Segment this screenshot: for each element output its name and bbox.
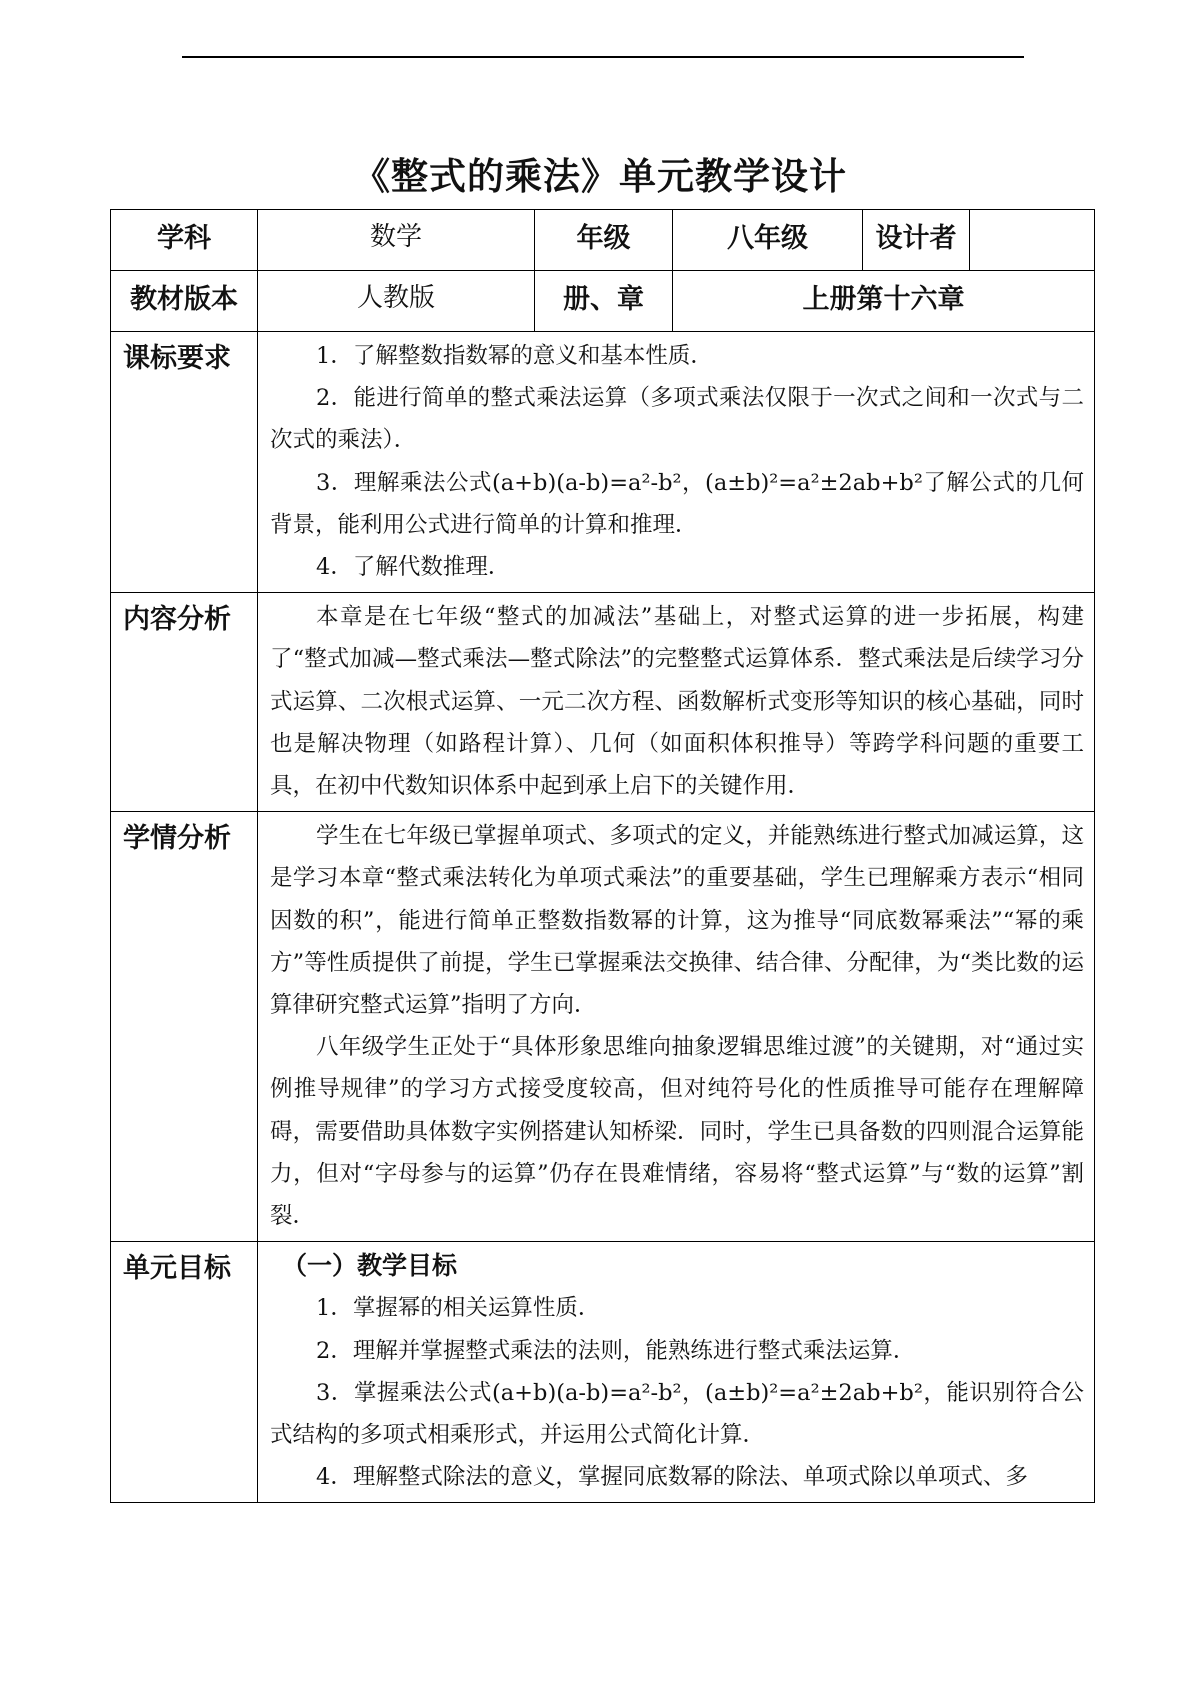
- curriculum-item: 1．了解整数指数幂的意义和基本性质．: [316, 343, 713, 369]
- document-title: 《整式的乘法》单元教学设计: [353, 155, 847, 198]
- designer-label: 设计者: [863, 210, 970, 271]
- edition-value: 人教版: [258, 271, 535, 332]
- student-analysis-label: 学情分析: [111, 812, 258, 1242]
- curriculum-item: 3．理解乘法公式(a+b)(a-b)=a²-b²，(a±b)²=a²±2ab+b²了解公式的几何背景，能利用公式进行简单的计算和推理．: [270, 469, 1084, 538]
- unit-goal-item: 1．掌握幂的相关运算性质．: [316, 1295, 601, 1322]
- lesson-design-table: [110, 209, 1095, 1503]
- content-analysis-row: [111, 593, 1095, 812]
- subject-value: 数学: [258, 210, 535, 271]
- grade-value: 八年级: [673, 210, 863, 271]
- header-rule: [182, 56, 1024, 58]
- curriculum-item: 2．能进行简单的整式乘法运算（多项式乘法仅限于一次式之间和一次式与二次式的乘法）．: [270, 385, 1084, 454]
- student-analysis-row: [111, 812, 1095, 1242]
- volume-value: 上册第十六章: [673, 271, 1095, 332]
- unit-goals-content: [258, 1242, 1095, 1503]
- designer-value: [970, 210, 1095, 271]
- content-analysis-label: 内容分析: [111, 593, 258, 812]
- curriculum-item: 4．了解代数推理．: [316, 554, 511, 581]
- unit-goals-subheading: （一）教学目标: [282, 1251, 458, 1281]
- content-analysis-content: [258, 593, 1095, 812]
- curriculum-row: [111, 332, 1095, 593]
- content-analysis-paragraph: 本章是在七年级“整式的加减法”基础上，对整式运算的进一步拓展，构建了“整式加减—整式乘法—整式除法”的完整整式运算体系．整式乘法是后续学习分式运算、二次根式运算、一元二次方程、函数解析式变形等知识的核心基础，同时也是解决物理（如路程计算）、几何（如面积体积推导）等跨学科问题的重要工具，在初中代数知识体系中起到承上启下的关键作用．: [270, 604, 1084, 800]
- subject-label: 学科: [111, 210, 258, 271]
- volume-label: 册、章: [535, 271, 673, 332]
- student-analysis-paragraph: 学生在七年级已掌握单项式、多项式的定义，并能熟练进行整式加减运算，这是学习本章“整式乘法转化为单项式乘法”的重要基础，学生已理解乘方表示“相同因数的积”，能进行简单正整数指数幂的计算，这为推导“同底数幂乘法”“幂的乘方”等性质提供了前提，学生已掌握乘法交换律、结合律、分配律，为“类比数的运算律研究整式运算”指明了方向．: [270, 823, 1084, 1019]
- info-row-2: [111, 271, 1095, 332]
- curriculum-label: 课标要求: [111, 332, 258, 593]
- grade-label: 年级: [535, 210, 673, 271]
- unit-goal-item: 3．掌握乘法公式(a+b)(a-b)=a²-b²，(a±b)²=a²±2ab+b²，能识别符合公式结构的多项式相乘形式，并运用公式简化计算．: [270, 1379, 1084, 1449]
- unit-goal-item: 4．理解整式除法的意义，掌握同底数幂的除法、单项式除以单项式、多: [316, 1464, 1028, 1491]
- unit-goal-item: 2．理解并掌握整式乘法的法则，能熟练进行整式乘法运算．: [316, 1337, 916, 1364]
- unit-goals-label: 单元目标: [111, 1242, 258, 1503]
- info-row-1: [111, 210, 1095, 271]
- edition-label: 教材版本: [111, 271, 258, 332]
- curriculum-content: [258, 332, 1095, 593]
- student-analysis-content: [258, 812, 1095, 1242]
- student-analysis-paragraph: 八年级学生正处于“具体形象思维向抽象逻辑思维过渡”的关键期，对“通过实例推导规律”的学习方式接受度较高，但对纯符号化的性质推导可能存在理解障碍，需要借助具体数字实例搭建认知桥梁．同时，学生已具备数的四则混合运算能力，但对“字母参与的运算”仍存在畏难情绪，容易将“整式运算”与“数的运算”割裂．: [270, 1034, 1084, 1230]
- unit-goals-row: [111, 1242, 1095, 1503]
